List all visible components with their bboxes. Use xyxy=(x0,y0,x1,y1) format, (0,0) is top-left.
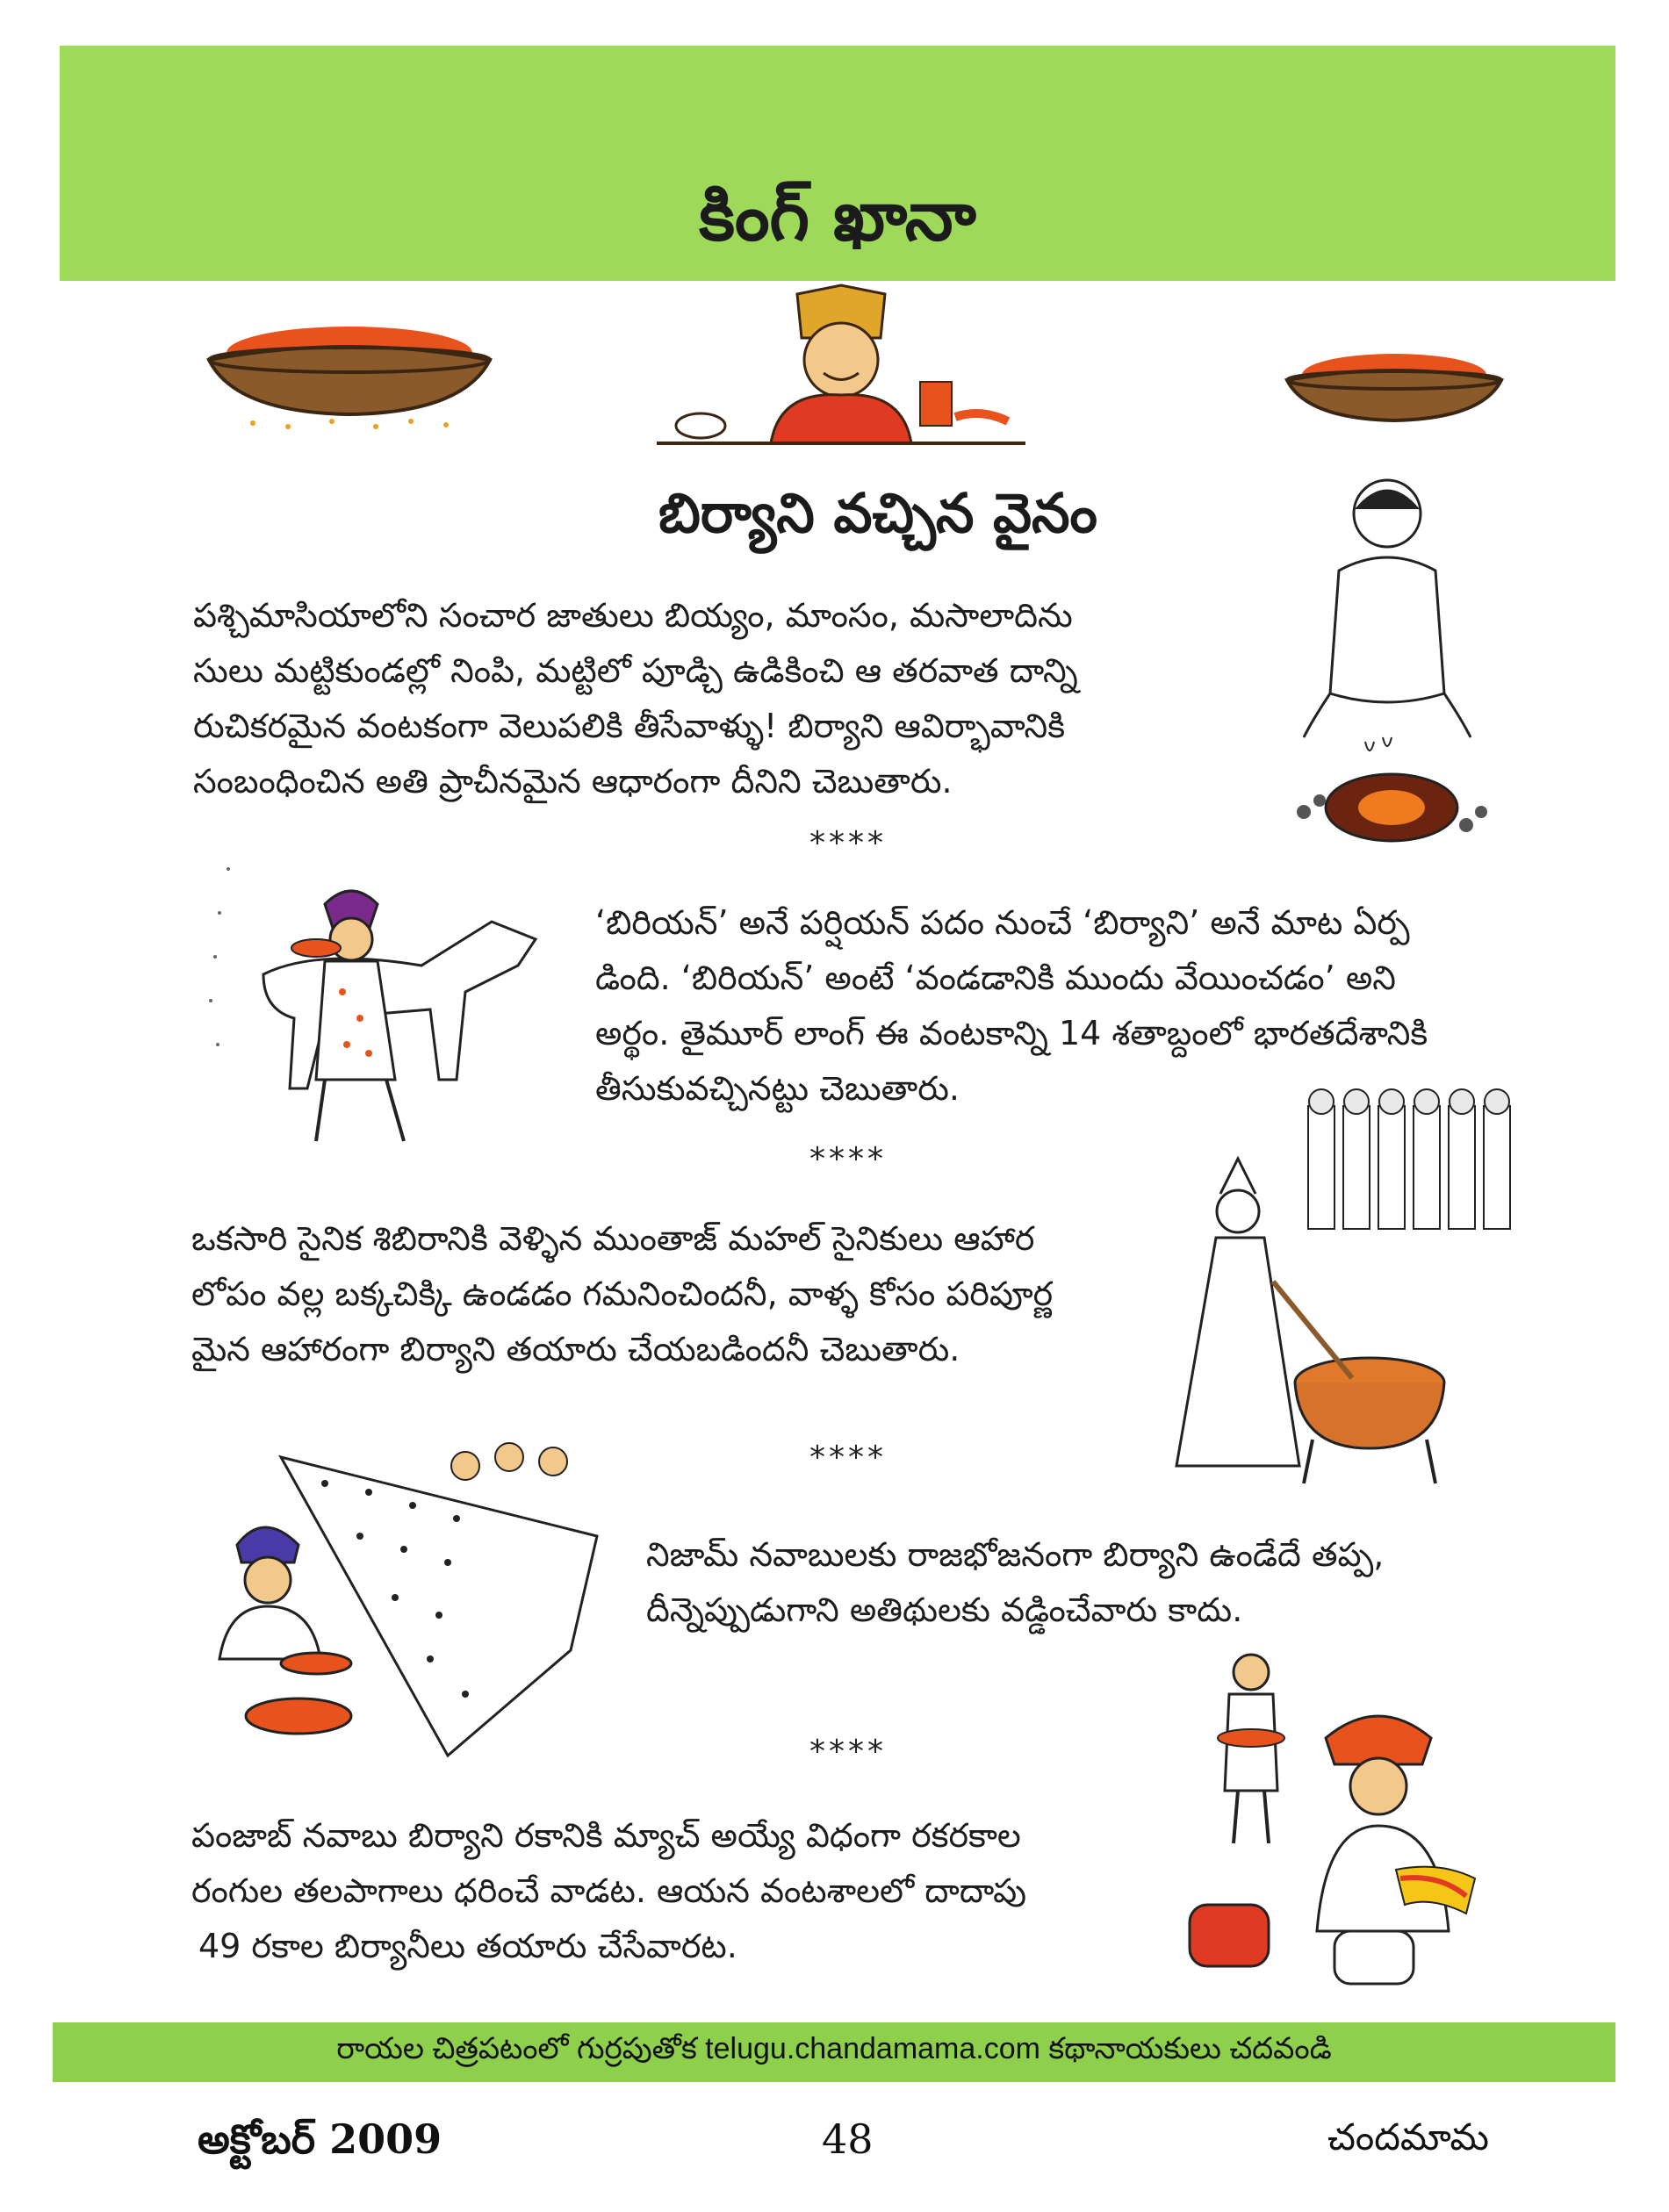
separator: **** xyxy=(809,1141,887,1177)
paragraph-3-line: ఒకసారి సైనిక శిబిరానికి వెళ్ళిన ముంతాజ్ మహల్ సైనికులు ఆహార xyxy=(191,1219,1035,1258)
paragraph-4-line: నిజామ్ నవాబులకు రాజభోజనంగా బిర్యాని ఉండేదే తప్ప, xyxy=(646,1535,1385,1574)
paragraph-1-line: పశ్చిమాసియాలోని సంచార జాతులు బియ్యం, మాంసం, మసాలాదిను xyxy=(193,596,1073,635)
paragraph-1-line: రుచికరమైన వంటకంగా వెలుపలికి తీసేవాళ్ళు! బిర్యాని ఆవిర్భావానికి xyxy=(193,707,1066,745)
queen-cooking-icon xyxy=(1168,1080,1545,1492)
paragraph-3-line: మైన ఆహారంగా బిర్యాని తయారు చేయబడిందనీ చెబుతారు. xyxy=(191,1330,960,1368)
paragraph-5 xyxy=(191,1808,1157,1974)
paragraph-2-line: అర్థం. తైమూర్ లాంగ్ ఈ వంటకాన్ని 14 శతాబ్దంలో భారతదేశానికి xyxy=(595,1014,1428,1052)
punjab-nawab-icon xyxy=(1176,1641,1501,1993)
paragraph-1-line: సంబంధించిన అతి ప్రాచీనమైన ఆధారంగా దీనిని చెబుతారు. xyxy=(193,762,953,801)
paragraph-2-line: డింది. ‘బిరియన్’ అంటే ‘వండడానికి ముందు వేయించడం’ అని xyxy=(595,959,1396,997)
paragraph-5-line: పంజాబ్ నవాబు బిర్యాని రకానికి మ్యాచ్ అయ్యే విధంగా రకరకాల xyxy=(191,1816,1021,1855)
separator: **** xyxy=(809,825,887,861)
paragraph-5-line: రంగుల తలపాగాలు ధరించే వాడట. ఆయన వంటశాలలో దాదాపు xyxy=(191,1871,1026,1910)
paragraph-5-line: 49 రకాల బిర్యానీలు తయారు చేసేవారట. xyxy=(198,1927,737,1965)
issue-date: అక్టోబర్ 2009 xyxy=(198,2115,442,2163)
separator: **** xyxy=(809,1440,887,1476)
biryani-bowl-right-icon xyxy=(1280,338,1508,426)
paragraph-1 xyxy=(193,588,1273,809)
promo-bar xyxy=(53,2022,1615,2082)
section-heading: బిర్యాని వచ్చిన వైనం xyxy=(658,481,1097,545)
promo-text[interactable]: రాయల చిత్రపటంలో గుర్రపుతోక telugu.chandamama.com కథానాయకులు చదవండి xyxy=(336,2031,1332,2065)
biryani-bowl-left-icon xyxy=(200,298,499,430)
paragraph-2-line: తీసుకువచ్చినట్టు చెబుతారు. xyxy=(595,1069,960,1108)
paragraph-3-line: లోపం వల్ల బక్కచిక్కి ఉండడం గమనించిందనీ, వాళ్ళ కోసం పరిపూర్ణ xyxy=(191,1275,1054,1313)
separator: **** xyxy=(809,1734,887,1770)
magazine-name: చందమామ xyxy=(1327,2115,1489,2158)
page-title: కింగ్ ఖానా xyxy=(699,177,976,256)
nizam-serving-icon xyxy=(202,1440,597,1764)
paragraph-2-line: ‘బిరియన్’ అనే పర్షియన్ పదం నుంచే ‘బిర్యాని’ అనే మాట ఏర్ప xyxy=(595,903,1410,942)
paragraph-1-line: సులు మట్టికుండల్లో నింపి, మట్టిలో పూడ్చి ఉడికించి ఆ తరవాత దాన్ని xyxy=(193,651,1078,690)
paragraph-4-line: దీన్నెప్పుడుగాని అతిథులకు వడ్డించేవారు కాదు. xyxy=(646,1591,1243,1629)
child-over-pot-icon xyxy=(1277,474,1506,860)
horse-rider-icon xyxy=(193,816,571,1167)
king-eating-icon xyxy=(657,285,1025,448)
header-banner xyxy=(60,46,1615,281)
paragraph-3 xyxy=(191,1211,1166,1377)
paragraph-4 xyxy=(646,1527,1524,1638)
page-number: 48 xyxy=(822,2115,874,2163)
